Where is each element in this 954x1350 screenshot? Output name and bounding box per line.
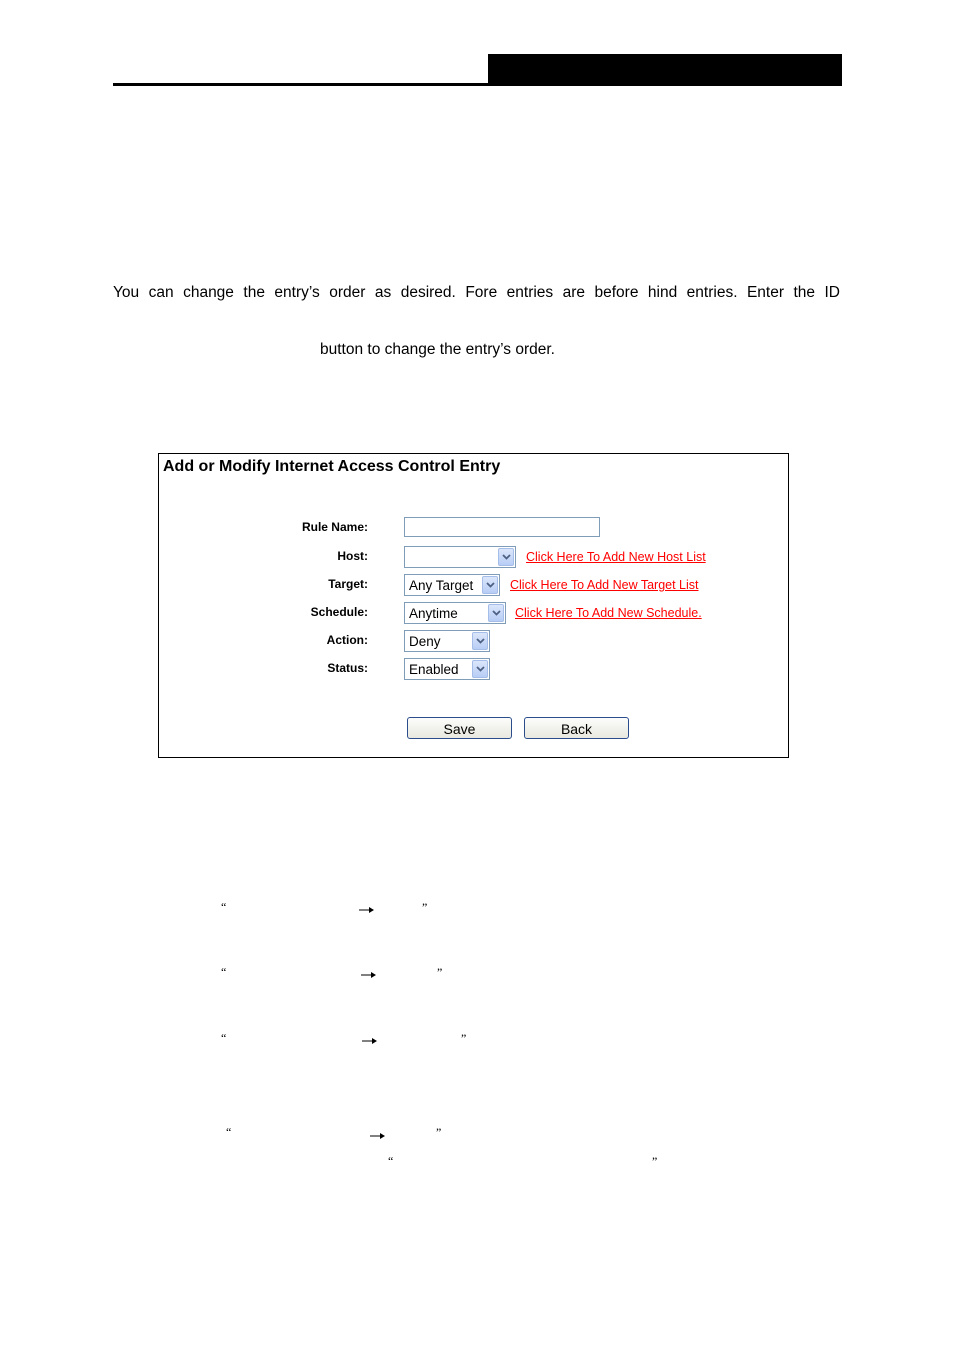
chevron-down-icon[interactable]: [472, 632, 488, 650]
action-select[interactable]: [404, 630, 490, 652]
action-label: Action:: [326, 633, 368, 647]
action-select-value: Deny: [409, 634, 441, 649]
schedule-select[interactable]: [404, 602, 506, 624]
access-control-entry-panel: [158, 453, 789, 758]
back-button[interactable]: Back: [524, 717, 629, 739]
host-select[interactable]: [404, 546, 516, 568]
open-quote: “: [221, 900, 227, 914]
chevron-down-icon[interactable]: [482, 576, 498, 594]
schedule-select-value: Anytime: [409, 606, 458, 621]
target-select-value: Any Target: [409, 578, 474, 593]
target-label: Target:: [328, 577, 368, 591]
status-select[interactable]: [404, 658, 490, 680]
chevron-down-icon[interactable]: [472, 660, 488, 678]
open-quote: “: [221, 1031, 227, 1045]
close-quote: ”: [422, 900, 428, 914]
host-label: Host:: [337, 549, 368, 563]
open-quote: “: [226, 1125, 232, 1139]
close-quote: ”: [436, 1125, 442, 1139]
rule-name-input[interactable]: [404, 517, 600, 537]
close-quote: ”: [437, 965, 443, 979]
target-select[interactable]: [404, 574, 500, 596]
paragraph-line-2: button to change the entry’s order.: [320, 341, 555, 358]
open-quote: “: [388, 1154, 394, 1168]
status-label: Status:: [327, 661, 368, 675]
header-rule: [113, 83, 842, 86]
close-quote: ”: [652, 1154, 658, 1168]
add-target-list-link[interactable]: Click Here To Add New Target List: [510, 578, 699, 592]
right-arrow-icon: [359, 906, 375, 914]
panel-title: Add or Modify Internet Access Control Entry: [163, 458, 501, 475]
chevron-down-icon[interactable]: [498, 548, 514, 566]
status-select-value: Enabled: [409, 662, 459, 677]
right-arrow-icon: [361, 971, 377, 979]
save-button[interactable]: Save: [407, 717, 512, 739]
header-bar: [488, 54, 842, 86]
chevron-down-icon[interactable]: [488, 604, 504, 622]
close-quote: ”: [461, 1031, 467, 1045]
rule-name-label: Rule Name:: [301, 520, 368, 534]
paragraph-line-1: You can change the entry’s order as desired. Fore entries are before hind entries. Enter the ID: [113, 284, 840, 301]
right-arrow-icon: [362, 1037, 378, 1045]
right-arrow-icon: [370, 1132, 386, 1140]
open-quote: “: [221, 965, 227, 979]
schedule-label: Schedule:: [310, 605, 368, 619]
add-host-list-link[interactable]: Click Here To Add New Host List: [526, 550, 706, 564]
add-schedule-link[interactable]: Click Here To Add New Schedule.: [515, 606, 702, 620]
